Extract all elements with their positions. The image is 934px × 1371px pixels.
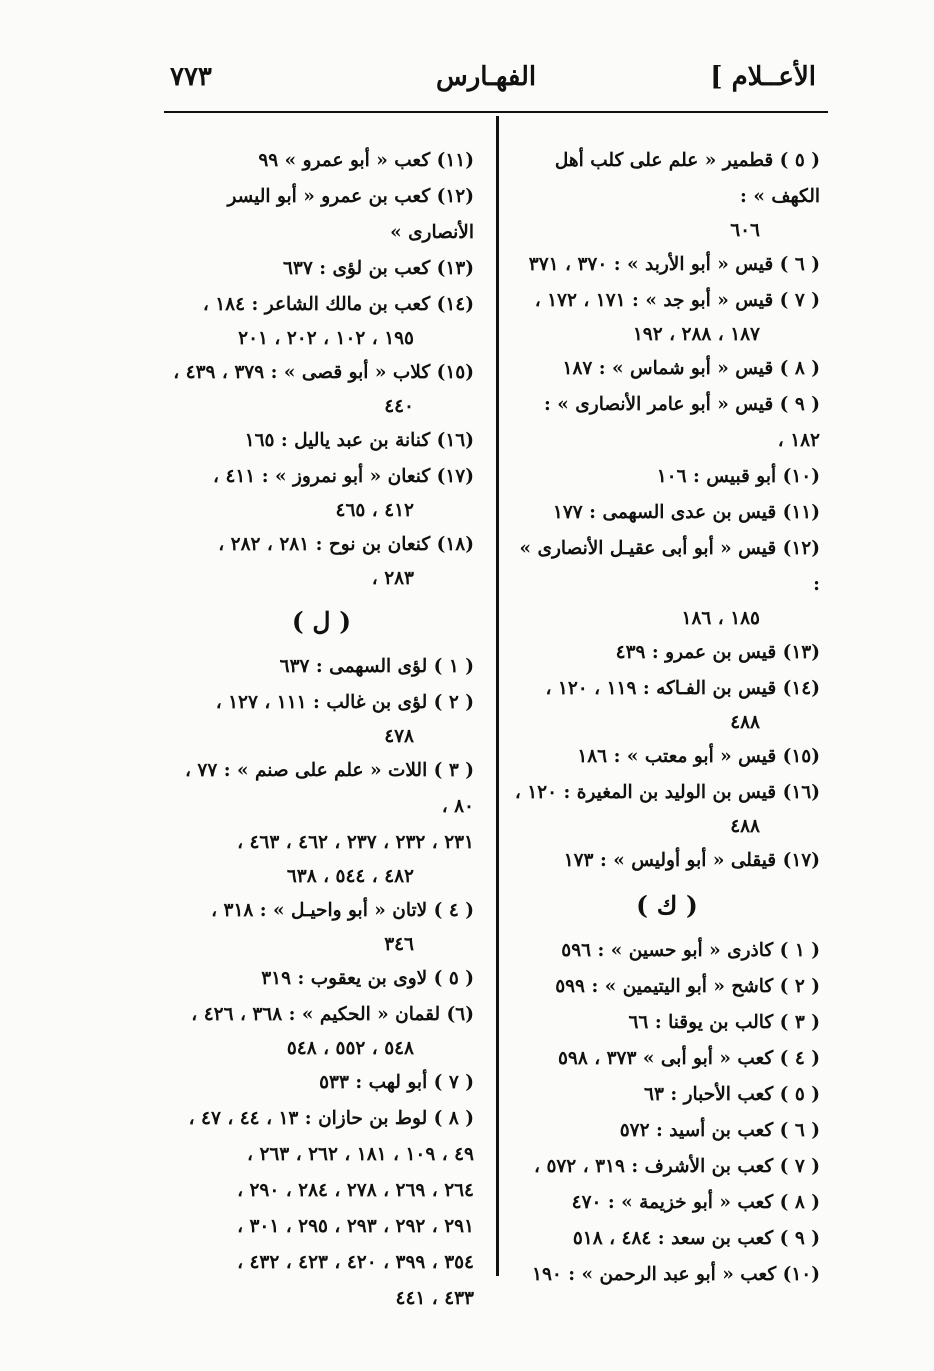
- entry-line: (١٦) قيس بن الوليد بن المغيرة : ١٢٠ ،: [514, 782, 820, 803]
- entry-continuation: ١٩٥ ، ١٠٢ ، ٢٠٢ ، ٢٠١: [238, 328, 414, 349]
- index-entry: [169, 997, 474, 1065]
- entry-continuation: ٤٨٨: [730, 816, 760, 837]
- entry-line: (١٥) قيس « أبو معتب » : ١٨٦: [577, 746, 820, 767]
- entry-line: ٢٣١ ، ٢٣٢ ، ٢٣٧ ، ٤٦٢ ، ٤٦٣ ،: [237, 832, 474, 853]
- entry-line: (١١) كعب « أبو عمرو » ٩٩: [258, 150, 474, 171]
- entry-line: ( ٩ ) كعب بن سعد : ٤٨٤ ، ٥١٨: [572, 1228, 820, 1249]
- entry-line: ( ٤ ) كعب « أبو أبى » ٣٧٣ ، ٥٩٨: [557, 1048, 820, 1069]
- index-entry: [514, 283, 820, 351]
- entry-line: (١٤) قيس بن الفـاكه : ١١٩ ، ١٢٠ ،: [545, 678, 820, 699]
- running-title: الفهـارس: [436, 62, 537, 92]
- entry-line: ( ٣ ) كالب بن يوقنا : ٦٦: [628, 1012, 820, 1033]
- entry-line: ( ٨ ) كعب « أبو خزيمة » : ٤٧٠: [571, 1192, 820, 1213]
- index-entry: [169, 825, 474, 893]
- index-entry: [514, 635, 820, 671]
- index-entry: [514, 459, 820, 495]
- entry-line: ( ٤ ) لاتان « أبو واحيـل » : ٣١٨ ،: [211, 900, 474, 921]
- entry-line: ( ٧ ) قيس « أبو جد » : ١٧١ ، ١٧٢ ،: [534, 290, 820, 311]
- page-number: ٧٧٣: [170, 62, 212, 92]
- index-entry: [169, 961, 474, 997]
- index-entry: [169, 1137, 474, 1173]
- entry-line: ٤٩ ، ١٠٩ ، ١٨١ ، ٢٦٢ ، ٢٦٣ ،: [247, 1144, 474, 1165]
- index-entry: [169, 459, 474, 527]
- entry-line: (١٠) أبو قبيس : ١٠٦: [656, 466, 820, 487]
- index-entry: [514, 1041, 820, 1077]
- entry-line: ( ٦ ) كعب بن أسيد : ٥٧٢: [619, 1120, 820, 1141]
- index-entry: [169, 287, 474, 355]
- entry-line: (١٧) كنعان « أبو نمروز » : ٤١١ ،: [213, 466, 474, 487]
- entry-continuation: ٤١٢ ، ٤٦٥: [335, 500, 414, 521]
- entry-line: (١٣) قيس بن عمرو : ٤٣٩: [615, 642, 820, 663]
- right-column: [514, 143, 820, 1293]
- entry-line: ٢٦٤ ، ٢٦٩ ، ٢٧٨ ، ٢٨٤ ، ٢٩٠ ،: [237, 1180, 474, 1201]
- section-letter: ( ل ): [291, 607, 352, 636]
- index-entry: [169, 1281, 474, 1317]
- entry-line: (١٠) كعب « أبو عبد الرحمن » : ١٩٠: [532, 1264, 820, 1285]
- entry-line: (١٤) كعب بن مالك الشاعر : ١٨٤ ،: [202, 294, 474, 315]
- entry-line: ٣٥٤ ، ٣٩٩ ، ٤٢٠ ، ٤٢٣ ، ٤٣٢ ،: [237, 1252, 474, 1273]
- entry-line: ( ٦ ) قيس « أبو الأربد » : ٣٧٠ ، ٣٧١: [528, 254, 820, 275]
- index-entry: [514, 1221, 820, 1257]
- entry-line: ( ٥ ) كعب الأحبار : ٦٣: [644, 1084, 820, 1105]
- entry-continuation: ٤٧٨: [384, 726, 414, 747]
- index-entry: [169, 1173, 474, 1209]
- index-entry: [514, 495, 820, 531]
- entry-line: ( ٥ ) لاوى بن يعقوب : ٣١٩: [261, 968, 474, 989]
- index-entry: [514, 671, 820, 739]
- entry-line: ( ٢ ) كاشح « أبو اليتيمين » : ٥٩٩: [555, 976, 820, 997]
- entry-continuation: ٤٨٢ ، ٥٤٤ ، ٦٣٨: [286, 866, 414, 887]
- index-entry: [169, 527, 474, 595]
- entry-line: ( ٩ ) قيس « أبو عامر الأنصارى » : ١٨٢ ،: [544, 394, 820, 451]
- entry-line: ( ٨ ) لوط بن حازان : ١٣ ، ٤٤ ، ٤٧ ،: [188, 1108, 474, 1129]
- entry-line: ( ١ ) كاذرى « أبو حسين » : ٥٩٦: [561, 940, 820, 961]
- index-entry: [169, 179, 474, 251]
- index-entry: [169, 1209, 474, 1245]
- entry-line: (١٢) كعب بن عمرو « أبو اليسر الأنصارى »: [227, 186, 474, 243]
- entry-continuation: ٤٨٨: [730, 712, 760, 733]
- index-entry: [514, 1185, 820, 1221]
- index-entry: [514, 1077, 820, 1113]
- index-entry: [514, 969, 820, 1005]
- index-entry: [514, 1005, 820, 1041]
- column-divider: [496, 116, 499, 1276]
- index-entry: [514, 247, 820, 283]
- index-entry: [514, 351, 820, 387]
- section-letter: ( ك ): [636, 891, 698, 920]
- entry-continuation: ١٨٧ ، ٢٨٨ ، ١٩٢: [632, 324, 760, 345]
- entry-line: (١٨) كنعان بن نوح : ٢٨١ ، ٢٨٢ ،: [218, 534, 474, 555]
- index-entry: [169, 423, 474, 459]
- entry-line: (١١) قيس بن عدى السهمى : ١٧٧: [552, 502, 820, 523]
- index-entry: [514, 1149, 820, 1185]
- index-entry: [169, 649, 474, 685]
- entry-continuation: ٤٤٠: [384, 396, 414, 417]
- entry-line: ( ١ ) لؤى السهمى : ٦٣٧: [279, 656, 474, 677]
- entry-line: ( ٨ ) قيس « أبو شماس » : ١٨٧: [562, 358, 820, 379]
- entry-line: (٦) لقمان « الحكيم » : ٣٦٨ ، ٤٢٦ ،: [191, 1004, 474, 1025]
- entry-continuation: ٥٤٨ ، ٥٥٢ ، ٥٤٨: [286, 1038, 414, 1059]
- index-entry: [514, 1257, 820, 1293]
- index-entry: [514, 143, 820, 247]
- left-column: [169, 143, 474, 1317]
- entry-line: (١٢) قيس « أبو أبى عقيـل الأنصارى » :: [519, 538, 820, 595]
- entry-line: (١٦) كنانة بن عبد ياليل : ١٦٥: [244, 430, 474, 451]
- index-entry: [514, 1113, 820, 1149]
- index-entry: [514, 775, 820, 843]
- entry-continuation: ٦٠٦: [730, 220, 760, 241]
- section-title: الأعــلام ]: [710, 62, 816, 92]
- index-entry: [169, 1065, 474, 1101]
- index-entry: [514, 531, 820, 635]
- entry-line: ( ٥ ) قطمير « علم على كلب أهل الكهف » :: [554, 150, 820, 207]
- entry-line: ( ٣ ) اللات « علم على صنم » : ٧٧ ، ٨٠ ،: [184, 760, 474, 817]
- header-rule: [164, 111, 828, 113]
- index-entry: [169, 1245, 474, 1281]
- index-entry: [169, 685, 474, 753]
- index-entry: [514, 933, 820, 969]
- entry-line: ( ٢ ) لؤى بن غالب : ١١١ ، ١٢٧ ،: [215, 692, 474, 713]
- entry-line: ٤٣٣ ، ٤٤١: [395, 1288, 474, 1309]
- index-entry: [169, 1101, 474, 1137]
- index-entry: [514, 843, 820, 879]
- index-entry: [169, 893, 474, 961]
- entry-line: (١٧) قيقلى « أبو أوليس » : ١٧٣: [563, 850, 820, 871]
- entry-line: (١٣) كعب بن لؤى : ٦٣٧: [282, 258, 474, 279]
- entry-line: ( ٧ ) كعب بن الأشرف : ٣١٩ ، ٥٧٢ ،: [534, 1156, 820, 1177]
- entry-continuation: ١٨٥ ، ١٨٦: [681, 608, 760, 629]
- index-entry: [514, 387, 820, 459]
- entry-line: (١٥) كلاب « أبو قصى » : ٣٧٩ ، ٤٣٩ ،: [173, 362, 474, 383]
- entry-line: ٢٩١ ، ٢٩٢ ، ٢٩٣ ، ٢٩٥ ، ٣٠١ ،: [237, 1216, 474, 1237]
- index-entry: [514, 739, 820, 775]
- entry-continuation: ٣٤٦: [384, 934, 414, 955]
- index-entry: [169, 753, 474, 825]
- index-entry: [169, 355, 474, 423]
- index-entry: [169, 143, 474, 179]
- entry-continuation: ٢٨٣ ،: [371, 568, 414, 589]
- index-entry: [169, 251, 474, 287]
- entry-line: ( ٧ ) أبو لهب : ٥٣٣: [319, 1072, 474, 1093]
